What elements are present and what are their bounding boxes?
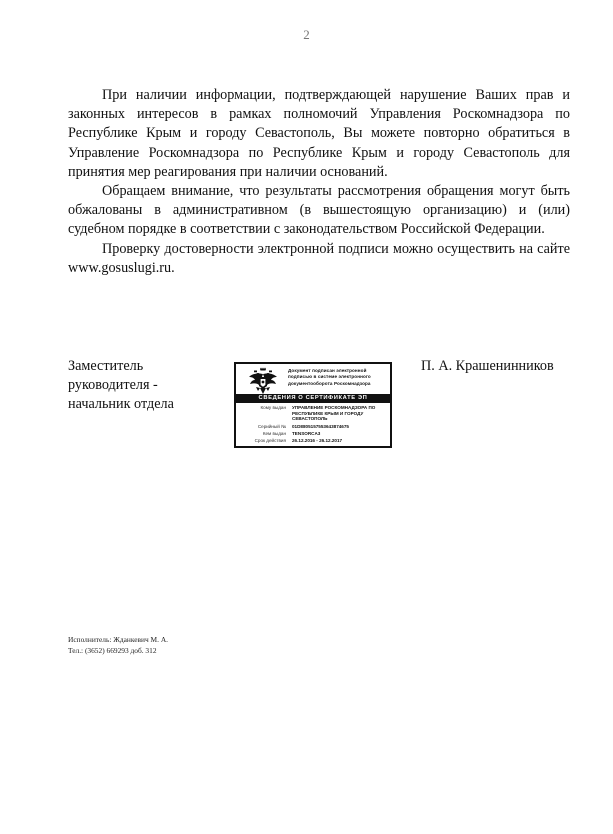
executor-info [68,634,168,656]
certificate-value: TENSORCA3 [292,431,321,436]
position-line: Заместитель [68,358,144,374]
signatory-name: П. А. Крашенинников [421,358,554,374]
certificate-label: Срок действия [254,438,286,443]
executor-name: Исполнитель: Жданкевич М. А. [68,635,169,644]
certificate-label: Серийный № [257,424,286,429]
paragraph-appeal: Обращаем внимание, что результаты рассмотрения обращения могут быть обжалованы в административном (в вышестоящую организацию) и (или) судебном порядке в соответствии с законодательством Российской Федерации. [68,183,570,238]
certificate-label: Кому выдан [260,405,286,410]
executor-phone: Тел.: (3652) 669293 доб. 312 [68,646,157,655]
stamp-title: СВЕДЕНИЯ О СЕРТИФИКАТЕ ЭП [236,394,390,403]
coat-of-arms-icon [246,367,280,395]
certificate-row-serial [236,424,390,431]
paragraph-verification: Проверку достоверности электронной подписи можно осуществить на сайте www.gosuslugi.ru. [68,240,570,276]
certificate-details [236,405,390,445]
certificate-label: Кем выдан [262,431,286,436]
position-line: начальник отдела [68,396,174,412]
certificate-row-owner [236,405,390,424]
certificate-row-issuer [236,431,390,438]
stamp-header [288,368,388,387]
signatory-position [68,357,228,414]
stamp-header-line: документооборота Роскомнадзора [288,380,371,386]
certificate-value: 26.12.2016 - 26.12.2017 [292,438,343,443]
stamp-header-line: Документ подписан электронной [288,368,367,373]
page-number: 2 [303,27,310,42]
certificate-value: УПРАВЛЕНИЕ РОСКОМНАДЗОРА ПО РЕСПУБЛИКЕ КРЫМ И ГОРОДУ СЕВАСТОПОЛЬ [292,405,376,422]
position-line: руководителя - [68,377,158,393]
electronic-signature-stamp [234,362,392,448]
paragraph-rights: При наличии информации, подтверждающей нарушение Ваших прав и законных интересов в рамках полномочий Управления Роскомнадзора по Республике Крым и городу Севастополь, Вы можете повторно обратиться в Управление Роскомнадзора по Республике Крым и городу Севастополь для принятия мер реагирования при наличии оснований. [68,87,570,180]
certificate-value: 01D8805157553643874675 [292,424,349,429]
certificate-row-validity [236,438,390,445]
stamp-header-line: подписью в системе электронного [288,374,371,380]
letter-body [68,86,570,278]
